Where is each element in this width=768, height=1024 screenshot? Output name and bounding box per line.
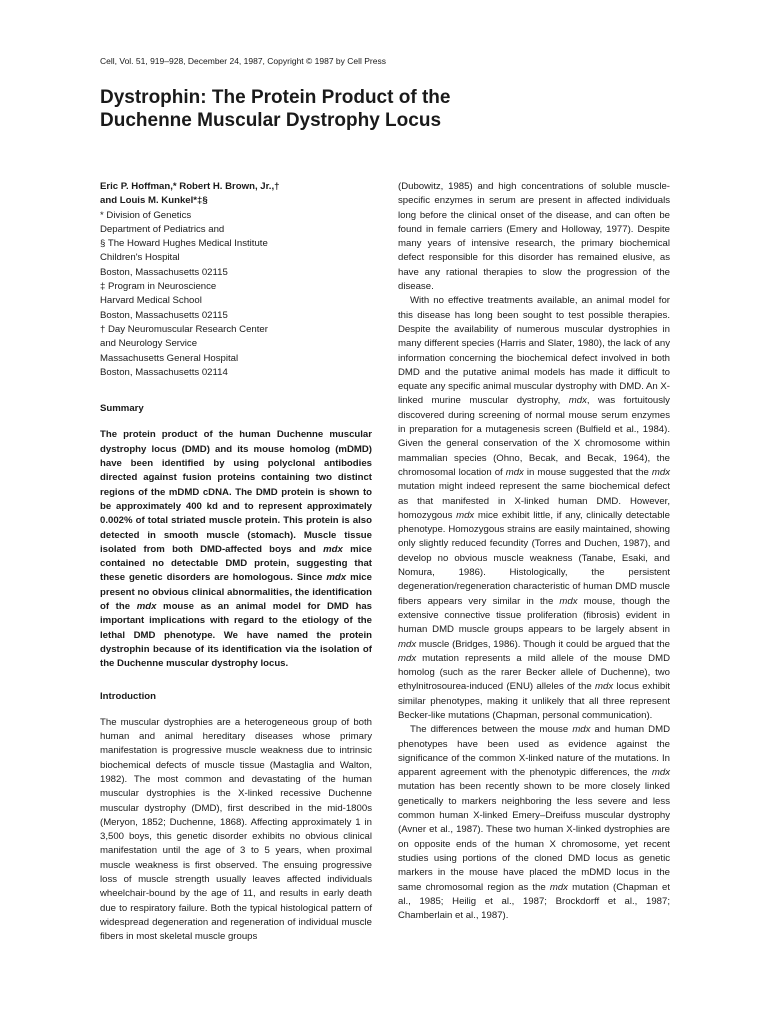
introduction-heading: Introduction bbox=[100, 690, 156, 702]
body-text: locus exhibit similar phenotypes, making it unlikely that all three represent Becker-like mutations (Chapman, personal communication). bbox=[398, 681, 670, 721]
affiliation-line: † Day Neuromuscular Research Center bbox=[100, 323, 268, 335]
mdx-term: mdx bbox=[651, 767, 670, 779]
title-line-2: Duchenne Muscular Dystrophy Locus bbox=[100, 110, 442, 131]
summary-text: mice present no obvious clinical abnormalities, the identification of the bbox=[100, 572, 372, 613]
mdx-term: mdx bbox=[398, 652, 417, 664]
mdx-term: mdx bbox=[572, 724, 591, 736]
body-text: muscle (Bridges, 1986). Though it could be argued that the bbox=[416, 638, 670, 650]
mdx-term: mdx bbox=[456, 509, 475, 521]
mdx-term: mdx bbox=[505, 466, 524, 478]
right-column bbox=[398, 180, 670, 923]
body-text: and human DMD phenotypes have been used as evidence against the significance of the common X-linked nature of the mutations. In apparent agreement with the phenotypic differences, the bbox=[398, 724, 670, 779]
journal-citation: Cell, Vol. 51, 919–928, December 24, 1987, Copyright © 1987 by Cell Press bbox=[100, 56, 386, 66]
phenotype-paragraph bbox=[398, 723, 670, 923]
affiliation-line: Harvard Medical School bbox=[100, 295, 202, 307]
mdx-term: mdx bbox=[651, 466, 670, 478]
affiliation-line: * Division of Genetics bbox=[100, 209, 192, 221]
author-list bbox=[100, 180, 372, 209]
mdx-term: mdx bbox=[595, 681, 614, 693]
affiliation-line: ‡ Program in Neuroscience bbox=[100, 281, 217, 293]
body-text: , was fortuitously discovered during screening of normal mouse serum enzymes in preparation for a mutagenesis screen (Bulfield et al., 1984). Given the general conservation of the X chromosome within mammalian species (Ohno, Becak, and Becak, 1964), the chromosomal location of bbox=[398, 395, 670, 478]
author-line-2: and Louis M. Kunkel*‡§ bbox=[100, 195, 208, 207]
continued-paragraph: (Dubowitz, 1985) and high concentrations of soluble muscle-specific enzymes in serum are present in affected individuals long before the clinical onset of the disease, and can often be found in female carriers (Emery and Holloway, 1977). Despite many years of intensive research, the primary biochemical defect responsible for this disorder has remained elusive, as have any rational therapies to slow the progression of the disease. bbox=[398, 181, 670, 293]
affiliation-line: Department of Pediatrics and bbox=[100, 223, 225, 235]
mdx-term: mdx bbox=[323, 543, 343, 555]
left-column bbox=[100, 180, 372, 945]
body-text: mice exhibit little, if any, clinically detectable phenotype. Homozygous strains are easily maintained, showing only slightly reduced fecundity (Torres and Duchen, 1987), and develop no obvious muscle weakness (Tanabe, Esaki, and Nomura, 1986). Histologically, the persistent degeneration/regeneration characteristic of human DMD muscle fibers appears very similar in the bbox=[398, 509, 670, 607]
introduction-paragraph: The muscular dystrophies are a heterogeneous group of both human and animal hereditary diseases whose primary manifestation is progressive muscle weakness due to intrinsic biochemical defects of muscle tissue (Mastaglia and Walton, 1982). The most common and devastating of the human muscular dystrophies is the X-linked recessive Duchenne muscular dystrophy (DMD), first described in the mid-1800s (Meryon, 1852; Duchenne, 1868). Affecting approximately 1 in 3,500 boys, this genetic disorder exhibits no obvious clinical manifestation until the age of 3 to 5 years, when proximal muscle weakness is first observed. The ensuing progressive loss of muscle strength usually leaves affected individuals wheelchair-bound by the age of 11, and results in early death due to respiratory failure. Both the typical histological pattern of widespread degeneration and regeneration of individual muscle fibers in most skeletal muscle groups bbox=[100, 716, 372, 943]
affiliations bbox=[100, 209, 372, 381]
affiliation-line: Boston, Massachusetts 02115 bbox=[100, 266, 228, 278]
mdx-term: mdx bbox=[326, 572, 347, 584]
body-text: mutation has been recently shown to be more closely linked genetically to markers neighboring the less severe and less common human X-linked Emery–Dreifuss muscular dystrophy (Avner et al., 1987). These two human X-linked dystrophies are on opposite ends of the human X chromosome, yet recent studies using portions of the cloned DMD locus as genetic markers in the mouse have placed the mDMD locus in the same chromosomal region as the bbox=[398, 781, 670, 893]
mdx-term: mdx bbox=[549, 881, 568, 893]
summary-paragraph bbox=[100, 428, 372, 671]
body-text: mutation represents a mild allele of the mouse DMD homolog (such as the rarer Becker allele of Duchenne), two ethylnitrosourea-induced (ENU) alleles of the bbox=[398, 652, 670, 693]
affiliation-line: Boston, Massachusetts 02115 bbox=[100, 309, 228, 321]
affiliation-line: Massachusetts General Hospital bbox=[100, 352, 239, 364]
affiliation-line: and Neurology Service bbox=[100, 338, 198, 350]
summary-text: The protein product of the human Duchenne muscular dystrophy locus (DMD) and its mouse homolog (mDMD) have been identified by using polyclonal antibodies directed against fusion proteins containing two distinct regions of the mDMD cDNA. The DMD protein is shown to be approximately 400 kd and to represent approximately 0.002% of total striated muscle protein. This protein is also detected in smooth muscle (stomach). Muscle tissue isolated from both DMD-affected boys and bbox=[100, 429, 372, 555]
animal-model-paragraph bbox=[398, 294, 670, 723]
mdx-term: mdx bbox=[559, 595, 578, 607]
author-line-1: Eric P. Hoffman,* Robert H. Brown, Jr.,† bbox=[100, 181, 280, 192]
affiliation-line: Boston, Massachusetts 02114 bbox=[100, 366, 228, 378]
mdx-term: mdx bbox=[136, 601, 157, 613]
summary-heading: Summary bbox=[100, 403, 144, 415]
affiliation-line: Children's Hospital bbox=[100, 252, 180, 264]
summary-text: mice contained no detectable DMD protein, suggesting that these genetic disorders are homologous. Since bbox=[100, 543, 372, 584]
title-line-1: Dystrophin: The Protein Product of the bbox=[100, 87, 451, 108]
summary-text: mouse as an animal model for DMD has important implications with regard to the etiology of the lethal DMD phenotype. We have named the protein dystrophin because of its identification via the isolation of the Duchenne muscular dystrophy locus. bbox=[100, 601, 372, 670]
affiliation-line: § The Howard Hughes Medical Institute bbox=[100, 238, 268, 250]
mdx-term: mdx bbox=[568, 395, 587, 407]
body-text: With no effective treatments available, an animal model for this disease has long been sought to test possible therapies. Despite the availability of numerous muscular dystrophies in many different species (Harris and Slater, 1980), the lack of any information concerning the biochemical defect involved in both DMD and the putative animal models has made it difficult to equate any specific animal muscular dystrophy with DMD. An X-linked murine muscular dystrophy, bbox=[398, 295, 670, 407]
body-text: mutation (Chapman et al., 1985; Heilig et al., 1987; Brockdorff et al., 1987; Chamberlain et al., 1987). bbox=[398, 881, 670, 922]
mdx-term: mdx bbox=[398, 638, 417, 650]
body-text: The differences between the mouse bbox=[410, 724, 573, 736]
body-text: mutation might indeed represent the same biochemical defect as that manifested in X-linked human DMD. However, homozygous bbox=[398, 481, 670, 521]
article-title bbox=[100, 86, 660, 132]
body-text: in mouse suggested that the bbox=[523, 466, 652, 478]
body-text: mouse, though the extensive connective tissue proliferation (fibrosis) evident in human DMD muscle groups appears to be largely absent in bbox=[398, 595, 671, 636]
